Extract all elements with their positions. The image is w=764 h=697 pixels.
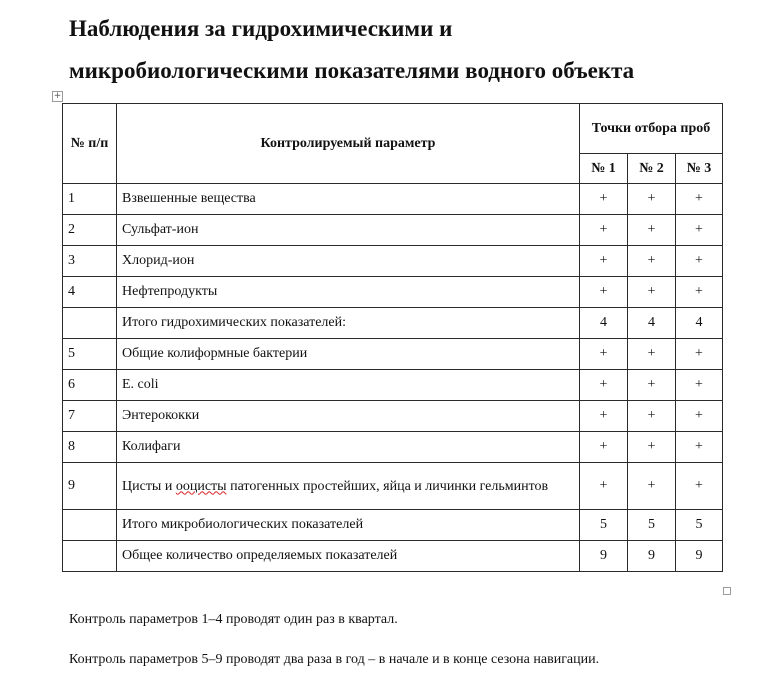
cell-point-3: + (676, 401, 723, 432)
header-point-2: № 2 (628, 154, 676, 184)
cell-point-1: + (580, 432, 628, 463)
cell-point-3: + (676, 184, 723, 215)
header-param: Контролируемый параметр (117, 104, 580, 184)
cell-point-1: 9 (580, 541, 628, 572)
cell-param: Энтерококки (117, 401, 580, 432)
table-row (63, 339, 723, 370)
cell-point-1: + (580, 184, 628, 215)
note-paragraph-1: Контроль параметров 1–4 проводят один раз в квартал. (69, 612, 398, 627)
cell-param: Сульфат-ион (117, 215, 580, 246)
document-title (69, 8, 759, 92)
table-row (63, 401, 723, 432)
cell-param-part-1: Цисты и (122, 478, 176, 494)
spellcheck-word[interactable]: ооцисты (175, 478, 227, 494)
cell-num: 6 (63, 370, 117, 401)
cell-point-2: 5 (628, 510, 676, 541)
cell-num (63, 510, 117, 541)
cell-num: 9 (63, 463, 117, 510)
table-resize-handle-icon[interactable] (723, 587, 731, 595)
table-header-row (63, 104, 723, 154)
cell-point-2: + (628, 184, 676, 215)
table-move-handle-icon[interactable]: + (53, 91, 62, 101)
cell-num (63, 541, 117, 572)
cell-num (63, 308, 117, 339)
table-total-row (63, 510, 723, 541)
cell-param: Общие колиформные бактерии (117, 339, 580, 370)
cell-param: Нефтепродукты (117, 277, 580, 308)
cell-point-1: + (580, 463, 628, 510)
cell-point-2: 4 (628, 308, 676, 339)
cell-num: 8 (63, 432, 117, 463)
cell-param: Взвешенные вещества (117, 184, 580, 215)
cell-point-2: + (628, 246, 676, 277)
table-row (63, 463, 723, 510)
cell-point-3: 9 (676, 541, 723, 572)
table-row (63, 277, 723, 308)
cell-num: 3 (63, 246, 117, 277)
header-num: № п/п (63, 104, 117, 184)
cell-point-2: 9 (628, 541, 676, 572)
cell-param: Итого микробиологических показателей (117, 510, 580, 541)
cell-point-2: + (628, 277, 676, 308)
cell-point-1: + (580, 215, 628, 246)
cell-num: 1 (63, 184, 117, 215)
table-row (63, 184, 723, 215)
cell-param: Хлорид-ион (117, 246, 580, 277)
cell-point-3: + (676, 277, 723, 308)
cell-point-3: + (676, 339, 723, 370)
table-total-row (63, 308, 723, 339)
cell-point-2: + (628, 339, 676, 370)
cell-point-1: + (580, 401, 628, 432)
cell-param (117, 463, 580, 510)
cell-point-2: + (628, 215, 676, 246)
cell-point-1: 4 (580, 308, 628, 339)
cell-param-part-2: патогенных простейших, яйца и личинки гельминтов (226, 478, 549, 494)
cell-point-3: 5 (676, 510, 723, 541)
cell-point-2: + (628, 401, 676, 432)
table-row (63, 370, 723, 401)
cell-param: Общее количество определяемых показателей (117, 541, 580, 572)
cell-param: Колифаги (117, 432, 580, 463)
header-points: Точки отбора проб (580, 104, 723, 154)
cell-point-3: + (676, 463, 723, 510)
title-line-2: микробиологическими показателями водного объекта (69, 58, 635, 83)
cell-point-2: + (628, 432, 676, 463)
cell-num: 2 (63, 215, 117, 246)
cell-point-1: 5 (580, 510, 628, 541)
cell-num: 7 (63, 401, 117, 432)
header-point-3: № 3 (676, 154, 723, 184)
title-line-1: Наблюдения за гидрохимическими и (69, 16, 453, 41)
cell-point-3: + (676, 215, 723, 246)
cell-point-3: + (676, 432, 723, 463)
cell-point-3: + (676, 370, 723, 401)
cell-point-3: + (676, 246, 723, 277)
cell-num: 5 (63, 339, 117, 370)
header-point-1: № 1 (580, 154, 628, 184)
cell-point-3: 4 (676, 308, 723, 339)
cell-point-1: + (580, 370, 628, 401)
note-paragraph-2: Контроль параметров 5–9 проводят два раза в год – в начале и в конце сезона навигации. (69, 652, 600, 667)
parameters-table (62, 103, 723, 572)
cell-point-1: + (580, 246, 628, 277)
table-row (63, 246, 723, 277)
cell-point-2: + (628, 370, 676, 401)
cell-point-2: + (628, 463, 676, 510)
table-row (63, 215, 723, 246)
cell-point-1: + (580, 277, 628, 308)
table-total-row (63, 541, 723, 572)
cell-num: 4 (63, 277, 117, 308)
cell-param: E. coli (117, 370, 580, 401)
cell-point-1: + (580, 339, 628, 370)
table-row (63, 432, 723, 463)
cell-param: Итого гидрохимических показателей: (117, 308, 580, 339)
